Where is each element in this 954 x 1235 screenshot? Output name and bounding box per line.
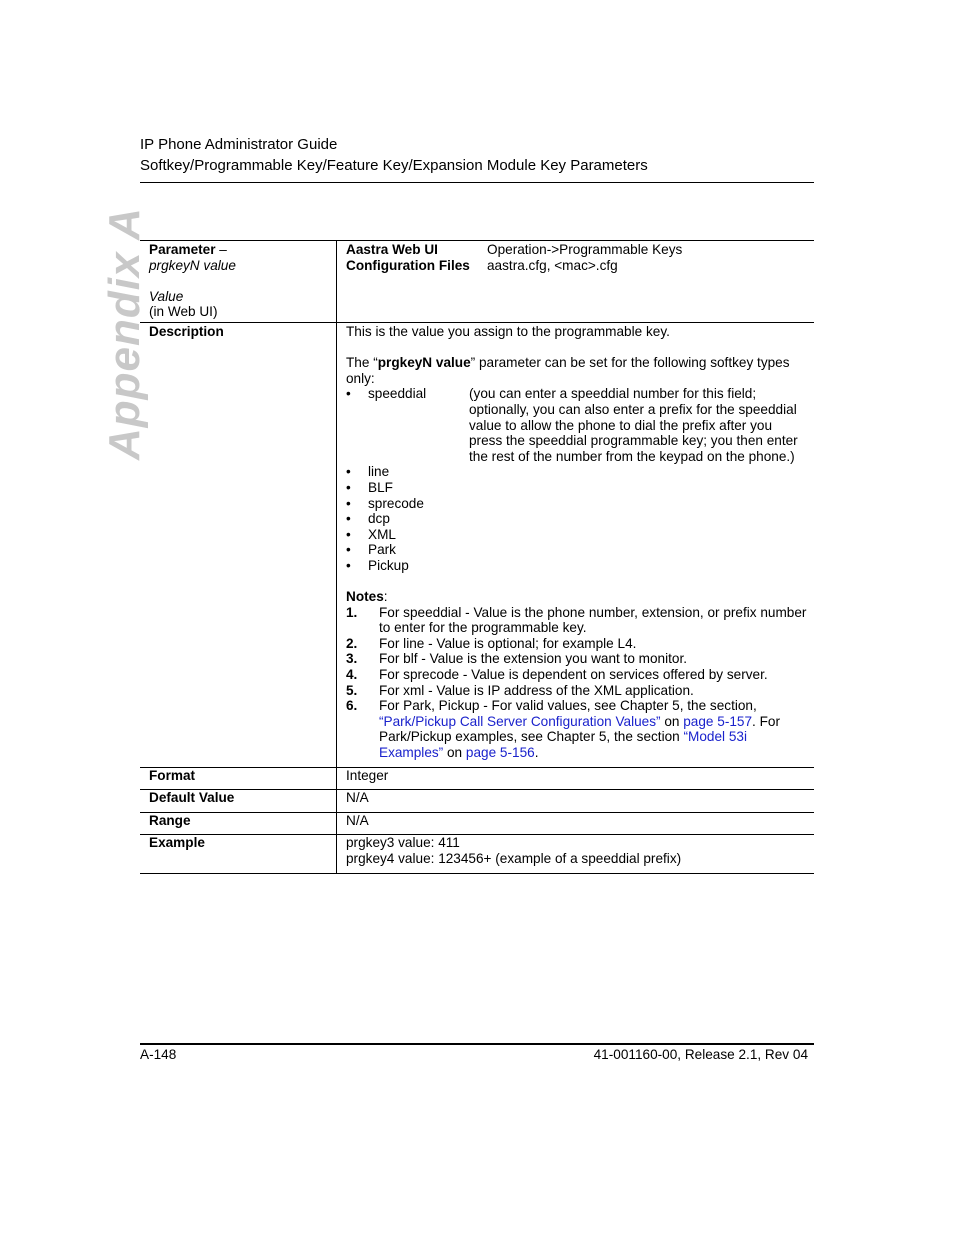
default-value: N/A (346, 790, 369, 806)
notes-heading: Notes: (346, 589, 388, 605)
note-item: 1. For speeddial - Value is the phone number, extension, or prefix number to enter for the programmable key. (346, 604, 807, 636)
appendix-side-tab: Appendix A (100, 207, 149, 460)
list-item: • Pickup (346, 557, 409, 573)
speeddial-detail: (you can enter a speeddial number for this field; optionally, you can also enter a prefix for the speeddial value to allow the phone to dial the prefix after you press the speeddial programmable key; you then enter the rest of the number from the keypad on the phone.) (469, 386, 798, 464)
description-softkey-types-intro: The “prgkeyN value” parameter can be set for the following softkey types only: (346, 355, 790, 386)
config-files-value: aastra.cfg, <mac>.cfg (487, 257, 618, 273)
bullet-icon: • (346, 495, 351, 511)
bullet-icon: • (346, 526, 351, 542)
example-label: Example (149, 835, 205, 851)
value-label: Value (149, 288, 184, 304)
parameter-label-cell (140, 241, 337, 323)
speeddial-type: speeddial (368, 386, 427, 402)
example-line-1: prgkey3 value: 411 (346, 835, 460, 851)
page-5-156-link[interactable]: page 5-156 (465, 745, 535, 760)
bullet-icon: • (346, 479, 351, 495)
list-item: • sprecode (346, 495, 424, 511)
list-item: • line (346, 464, 390, 480)
parameter-dash: – (215, 242, 227, 257)
notes-list (346, 605, 814, 761)
list-item: • dcp (346, 511, 390, 527)
bullet-icon: • (346, 464, 351, 480)
parameter-row (140, 241, 814, 323)
default-value-label: Default Value (149, 790, 235, 806)
description-label-cell (140, 322, 337, 767)
header-guide-title: IP Phone Administrator Guide (140, 136, 338, 153)
format-label: Format (149, 767, 196, 783)
list-item: • XML (346, 526, 396, 542)
list-item: • Park (346, 542, 396, 558)
description-row (140, 322, 814, 767)
description-label: Description (149, 323, 224, 339)
config-files-label: Configuration Files (346, 257, 470, 273)
document-number: 41-001160-00, Release 2.1, Rev 04 (593, 1047, 808, 1062)
note-item: 3. For blf - Value is the extension you want to monitor. (346, 651, 688, 667)
example-line-2: prgkey4 value: 123456+ (example of a speeddial prefix) (346, 850, 682, 866)
note-item: 4. For sprecode - Value is dependent on services offered by server. (346, 667, 768, 683)
bullet-icon: • (346, 542, 351, 558)
range-row (140, 812, 814, 835)
page-number: A-148 (140, 1047, 177, 1062)
page-5-157-link[interactable]: page 5-157 (683, 713, 753, 729)
header-rule (140, 182, 814, 183)
parameter-name: prgkeyN value (149, 257, 236, 273)
value-sublabel: (in Web UI) (149, 304, 218, 320)
description-cell (337, 322, 815, 767)
range-label: Range (149, 812, 191, 828)
list-item: • BLF (346, 479, 393, 495)
format-value: Integer (346, 767, 389, 783)
description-intro: This is the value you assign to the programmable key. (346, 323, 670, 339)
bullet-icon: • (346, 386, 351, 402)
list-item (346, 386, 814, 464)
park-pickup-values-link[interactable]: “Park/Pickup Call Server Configuration Values” (379, 713, 661, 729)
footer-rule (140, 1043, 814, 1045)
bullet-icon: • (346, 511, 351, 527)
header-section-title: Softkey/Programmable Key/Feature Key/Expansion Module Key Parameters (140, 157, 648, 174)
parameter-label: Parameter (149, 242, 216, 257)
default-value-row (140, 790, 814, 813)
range-value: N/A (346, 812, 369, 828)
note-item: 5. For xml - Value is IP address of the XML application. (346, 682, 694, 698)
bullet-icon: • (346, 557, 351, 573)
format-row (140, 767, 814, 790)
note-item: 6. For Park, Pickup - For valid values, see Chapter 5, the section, “Park/Pickup Call Server Configuration Values” on page 5-157. For Park/Pickup examples, see Chapter 5, the section “Model 53i Examples” on page 5-156. (346, 698, 780, 760)
web-ui-value: Operation->Programmable Keys (487, 242, 683, 257)
web-ui-label: Aastra Web UI (346, 242, 438, 257)
parameter-table (140, 240, 814, 874)
note-item: 2. For line - Value is optional; for example L4. (346, 635, 637, 651)
model-53i-examples-link[interactable]: “Model 53i Examples” (379, 729, 747, 760)
parameter-location-cell (337, 241, 815, 323)
example-row (140, 835, 814, 873)
softkey-type-list (346, 386, 814, 573)
